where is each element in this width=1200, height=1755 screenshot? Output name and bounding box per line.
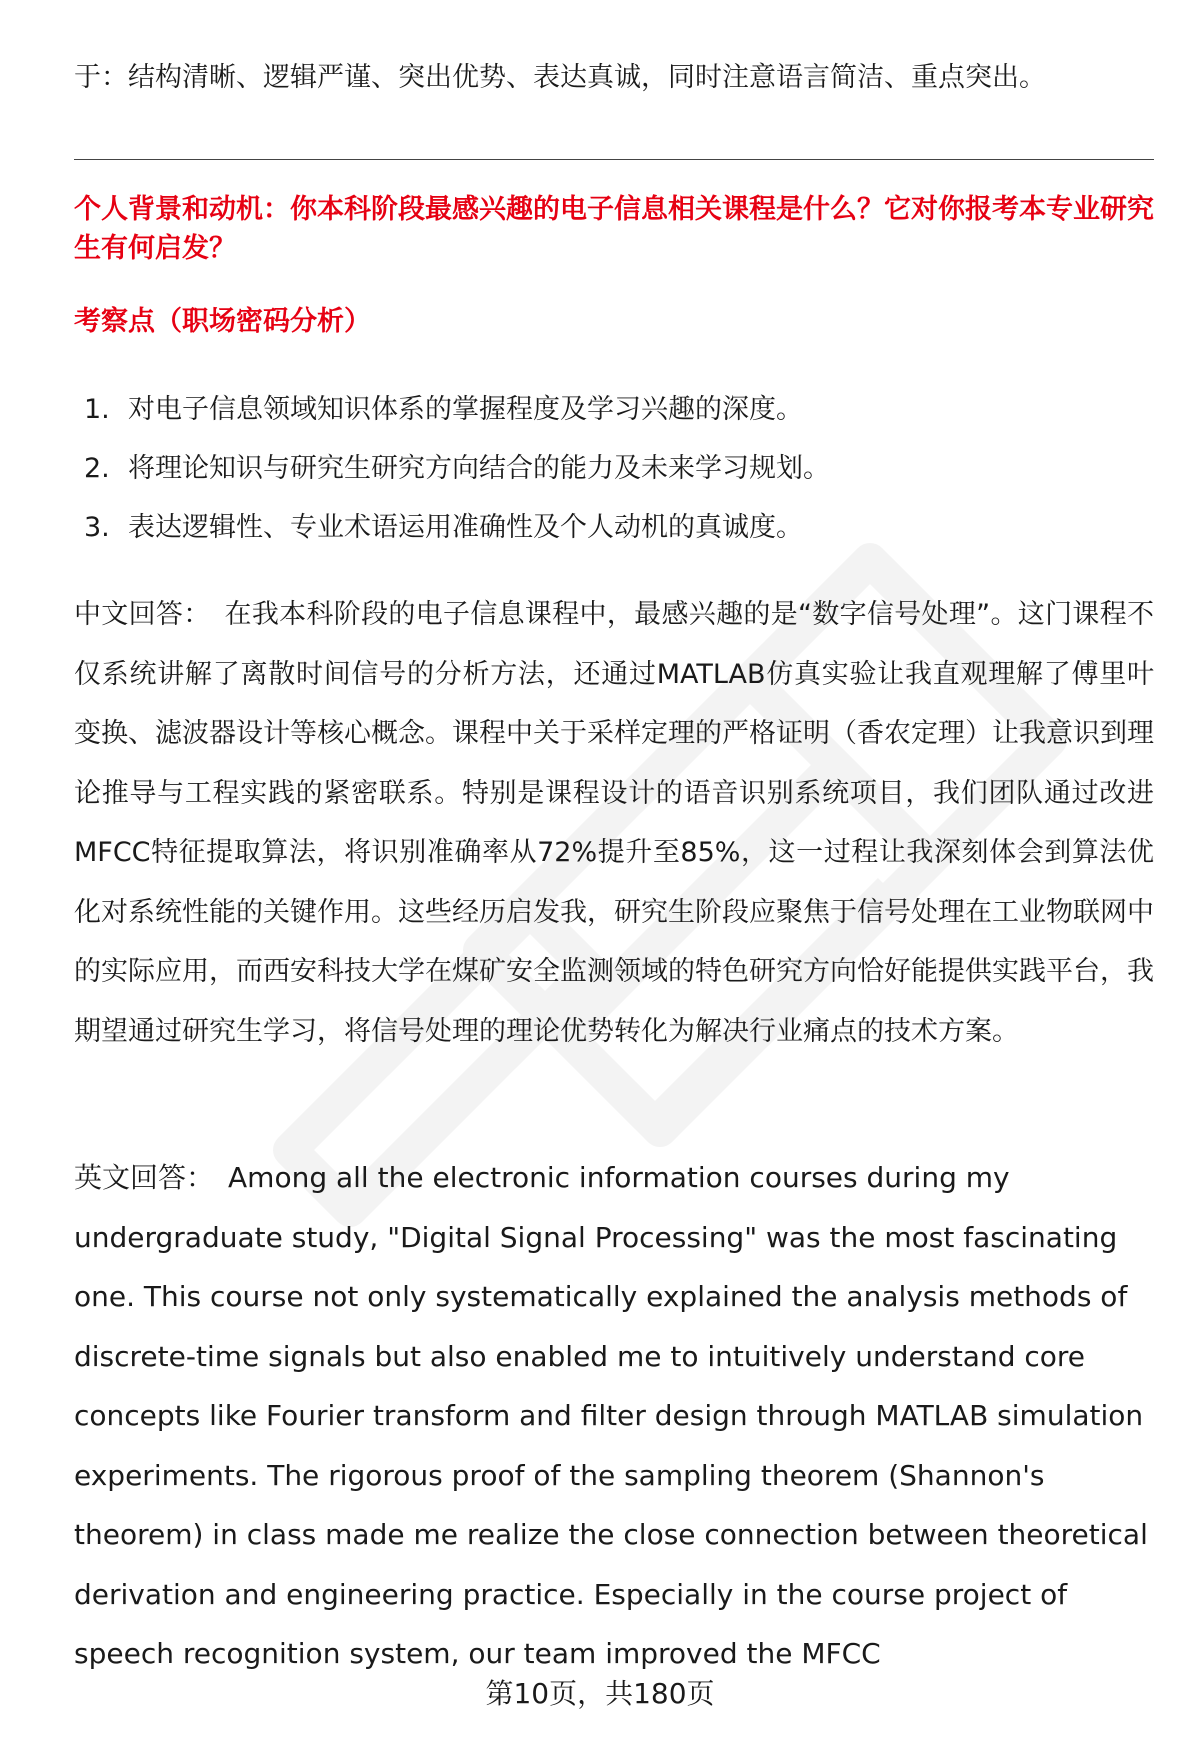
chinese-answer (74, 585, 1154, 1061)
english-answer-text: Among all the electronic information courses during my undergraduate study, "Digital Signal Processing" was the most fascinating one. This course not only systematically explained the analysis methods of discrete-time signals but also enabled me to intuitively understand core concepts like Fourier transform and filter design through MATLAB simulation experiments. The rigorous proof of the sampling theorem (Shannon's theorem) in class made me realize the close connection between theoretical derivation and engineering practice. Especially in the course project of speech recognition system, our team improved the MFCC (74, 1161, 1148, 1670)
list-item-text: 表达逻辑性、专业术语运用准确性及个人动机的真诚度。 (128, 512, 803, 543)
list-item (84, 380, 1154, 439)
chinese-answer-label: 中文回答： (74, 599, 211, 630)
question-heading: 个人背景和动机：你本科阶段最感兴趣的电子信息相关课程是什么？它对你报考本专业研究生有何启发？ (74, 194, 1154, 264)
chinese-answer-text: 在我本科阶段的电子信息课程中，最感兴趣的是“数字信号处理”。这门课程不仅系统讲解了离散时间信号的分析方法，还通过MATLAB仿真实验让我直观理解了傅里叶变换、滤波器设计等核心概念。课程中关于采样定理的严格证明（香农定理）让我意识到理论推导与工程实践的紧密联系。特别是课程设计的语音识别系统项目，我们团队通过改进MFCC特征提取算法，将识别准确率从72%提升至85%，这一过程让我深刻体会到算法优化对系统性能的关键作用。这些经历启发我，研究生阶段应聚焦于信号处理在工业物联网中的实际应用，而西安科技大学在煤矿安全监测领域的特色研究方向恰好能提供实践平台，我期望通过研究生学习，将信号处理的理论优势转化为解决行业痛点的技术方案。 (74, 599, 1154, 1047)
page-number-footer: 第10页，共180页 (485, 1677, 715, 1710)
list-item-text: 将理论知识与研究生研究方向结合的能力及未来学习规划。 (128, 453, 830, 484)
list-item-text: 对电子信息领域知识体系的掌握程度及学习兴趣的深度。 (128, 394, 803, 425)
english-answer-label: 英文回答： (74, 1161, 215, 1194)
list-item-number: 3. (84, 512, 110, 543)
section-divider (74, 159, 1154, 160)
assessment-points-list (84, 380, 1154, 557)
list-item (84, 498, 1154, 557)
intro-line: 于：结构清晰、逻辑严谨、突出优势、表达真诚，同时注意语言简洁、重点突出。 (74, 62, 1046, 93)
english-answer (74, 1148, 1154, 1684)
list-item (84, 439, 1154, 498)
section-title: 考察点（职场密码分析） (74, 306, 371, 337)
list-item-number: 2. (84, 453, 110, 484)
list-item-number: 1. (84, 394, 110, 425)
